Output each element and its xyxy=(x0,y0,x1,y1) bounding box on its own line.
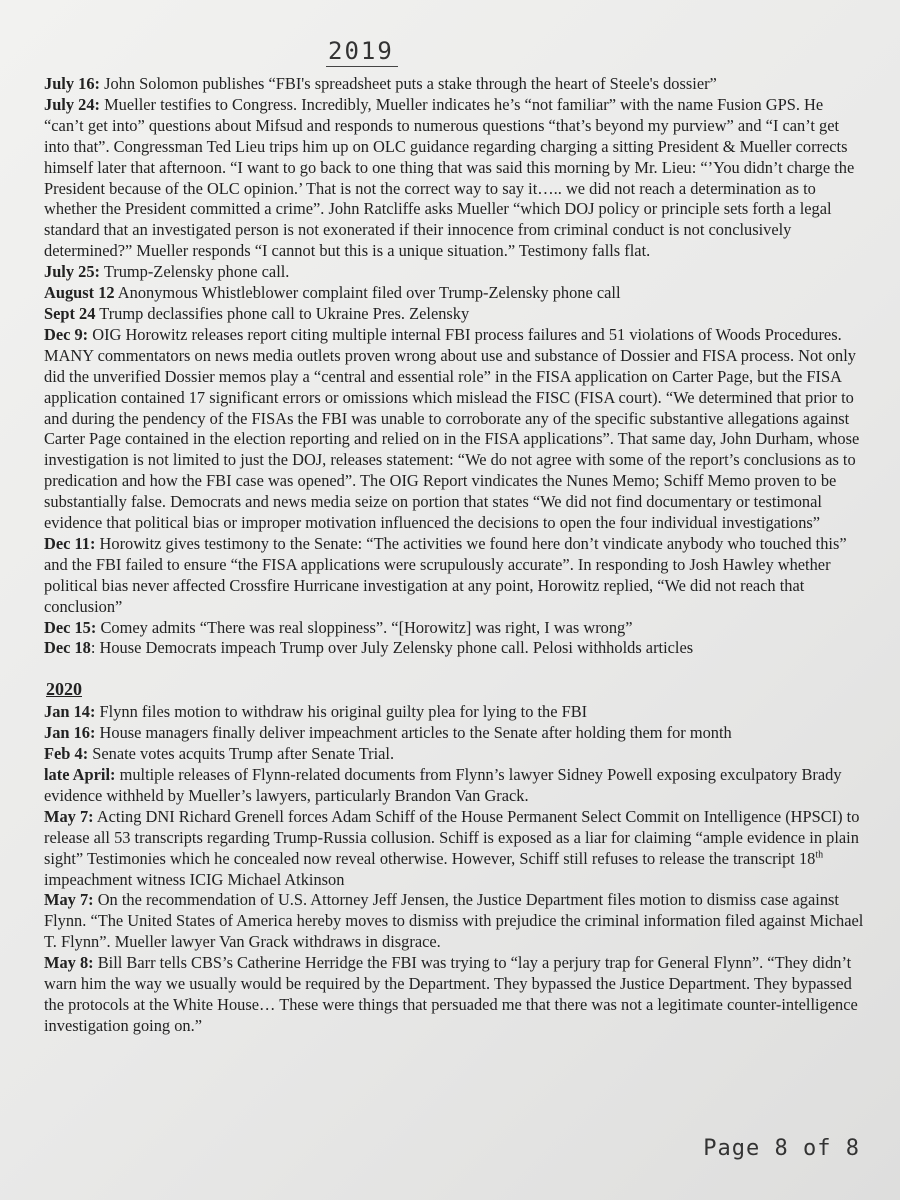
section-heading-2020: 2020 xyxy=(46,679,82,700)
entry-text: Senate votes acquits Trump after Senate Trial. xyxy=(88,744,395,764)
entry-date: May 8: xyxy=(44,953,94,973)
entry-text-continued: impeachment witness ICIG Michael Atkinson xyxy=(44,869,345,889)
entry-text: OIG Horowitz releases report citing multiple internal FBI process failures and 51 violations of Woods Procedures. MANY commentators on news media outlets proven wrong about use and substance of Dossier and FISA process. Not only did the unverified Dossier memos play a “central and essential role” in the FISA application on Carter Page, but the FISA application contained 17 significant errors or omissions which mislead the FISC (FISA court). “We determined that prior to and during the pendency of the FISAs the FBI was unable to corroborate any of the specific substantive allegations against Carter Page contained in the election reporting and relied on in the FISA applications”. That same day, John Durham, whose investigation is not limited to just the DOJ, releases statement: “We do not agree with some of the report’s conclusions as to predication and how the FBI case was opened”. The OIG Report vindicates the Nunes Memo; Schiff Memo proven to be substantially false. Democrats and news media seize on portion that states “We did not find documentary or testimonal evidence that political bias or improper motivation influenced the decisions to open the four individual investigations” xyxy=(44,324,860,533)
entry-text: Mueller testifies to Congress. Incredibly, Mueller indicates he’s “not familiar” with the name Fusion GPS. He “can’t get into” questions about Mifsud and responds to numerous questions “that’s beyond my purview” and “I can’t get into that”. Congressman Ted Lieu trips him up on OLC guidance regarding charging a sitting President & Mueller corrects himself later that afternoon. “I want to go back to one thing that was said this morning by Mr. Lieu: “’You didn’t charge the President because of the OLC opinion.’ That is not the correct way to say it….. we did not reach a determination as to whether the President committed a crime”. John Ratcliffe asks Mueller “which DOJ policy or principle sets forth a legal standard that an investigated person is not exonerated if their innocence from criminal conduct is not conclusively determined?” Mueller responds “I cannot but this is a unique situation.” Testimony falls flat. xyxy=(44,94,855,261)
timeline-entry xyxy=(44,304,866,325)
entry-date: Jan 14: xyxy=(44,702,96,722)
entry-text: John Solomon publishes “FBI's spreadsheet puts a stake through the heart of Steele's dossier” xyxy=(100,74,717,93)
entry-text: Acting DNI Richard Grenell forces Adam Schiff of the House Permanent Select Commit on Intelligence (HPSCI) to release all 53 transcripts regarding Trump-Russia collusion. Schiff is exposed as a liar for claiming “ample evidence in plain sight” Testimonies which he concealed now reveal otherwise. However, Schiff still refuses to release the transcript 18 xyxy=(44,806,860,868)
entry-date: August 12 xyxy=(44,283,115,303)
entry-text: multiple releases of Flynn-related documents from Flynn’s lawyer Sidney Powell exposing exculpatory Brady evidence withheld by Mueller’s lawyers, particularly Brandon Van Grack. xyxy=(44,765,842,805)
entry-text: Horowitz gives testimony to the Senate: “The activities we found here don’t vindicate anybody who touched this” and the FBI failed to ensure “the FISA applications were scrupulously accurate”. In responding to Josh Hawley whether political bias never affected Crossfire Hurricane investigation at any point, Horowitz replied, “We did not reach that conclusion” xyxy=(44,533,847,616)
superscript-th: th xyxy=(815,849,824,861)
timeline-entry xyxy=(44,283,866,304)
entry-date: late April: xyxy=(44,765,116,784)
entry-text: Bill Barr tells CBS’s Catherine Herridge the FBI was trying to “lay a perjury trap for General Flynn”. “They didn’t warn him the way we usually would be required by the Department. They bypassed the Justice Department. They bypassed the protocols at the White House… These were things that persuaded me that there was not a legitimate counter-intelligence investigation going on.” xyxy=(44,953,858,1035)
entry-text: Flynn files motion to withdraw his original guilty plea for lying to the FBI xyxy=(95,702,588,722)
entry-date: July 25: xyxy=(44,262,101,282)
timeline-entry xyxy=(44,534,866,618)
timeline-entry xyxy=(44,765,866,807)
entry-text: Comey admits “There was real sloppiness”. “[Horowitz] was right, I was wrong” xyxy=(96,617,633,637)
timeline-entry xyxy=(44,262,866,283)
entry-text: On the recommendation of U.S. Attorney Jeff Jensen, the Justice Department files motion to dismiss case against Flynn. “The United States of America hereby moves to dismiss with prejudice the criminal information filed against Michael T. Flynn”. Mueller lawyer Van Grack withdraws in disgrace. xyxy=(44,890,864,952)
entry-text: Trump-Zelensky phone call. xyxy=(100,262,290,282)
entry-date: July 24: xyxy=(44,94,101,114)
page-number: Page 8 of 8 xyxy=(703,1136,860,1161)
entry-date: Dec 15: xyxy=(44,617,97,637)
entry-date: Sept 24 xyxy=(44,303,96,323)
timeline-entry xyxy=(44,618,866,639)
entry-date: Dec 11: xyxy=(44,533,96,553)
entry-date: Jan 16: xyxy=(44,723,96,743)
year-underline xyxy=(326,66,398,67)
timeline-entry xyxy=(44,953,866,1037)
entry-date: Dec 9: xyxy=(44,324,89,344)
timeline-entry xyxy=(44,807,866,891)
entry-date: July 16: xyxy=(44,74,101,93)
timeline-entry xyxy=(44,638,866,659)
timeline-entry xyxy=(44,95,866,262)
entry-date: Feb 4: xyxy=(44,744,89,764)
entry-text: Anonymous Whistleblower complaint filed over Trump-Zelensky phone call xyxy=(114,283,621,303)
timeline-entry xyxy=(44,74,866,95)
timeline-entry xyxy=(44,744,866,765)
timeline-content xyxy=(44,74,866,1037)
timeline-entry xyxy=(44,890,866,953)
timeline-entry xyxy=(44,723,866,744)
timeline-entry xyxy=(44,702,866,723)
entry-date: May 7: xyxy=(44,806,94,826)
timeline-entry xyxy=(44,325,866,534)
entry-text: Trump declassifies phone call to Ukraine Pres. Zelensky xyxy=(95,303,470,323)
entry-date: May 7: xyxy=(44,890,94,910)
entry-date: Dec 18 xyxy=(44,638,91,658)
entry-text: : House Democrats impeach Trump over July Zelensky phone call. Pelosi withholds articles xyxy=(90,638,694,658)
entry-text: House managers finally deliver impeachment articles to the Senate after holding them for month xyxy=(95,723,732,743)
handwritten-year: 2019 xyxy=(328,37,394,65)
